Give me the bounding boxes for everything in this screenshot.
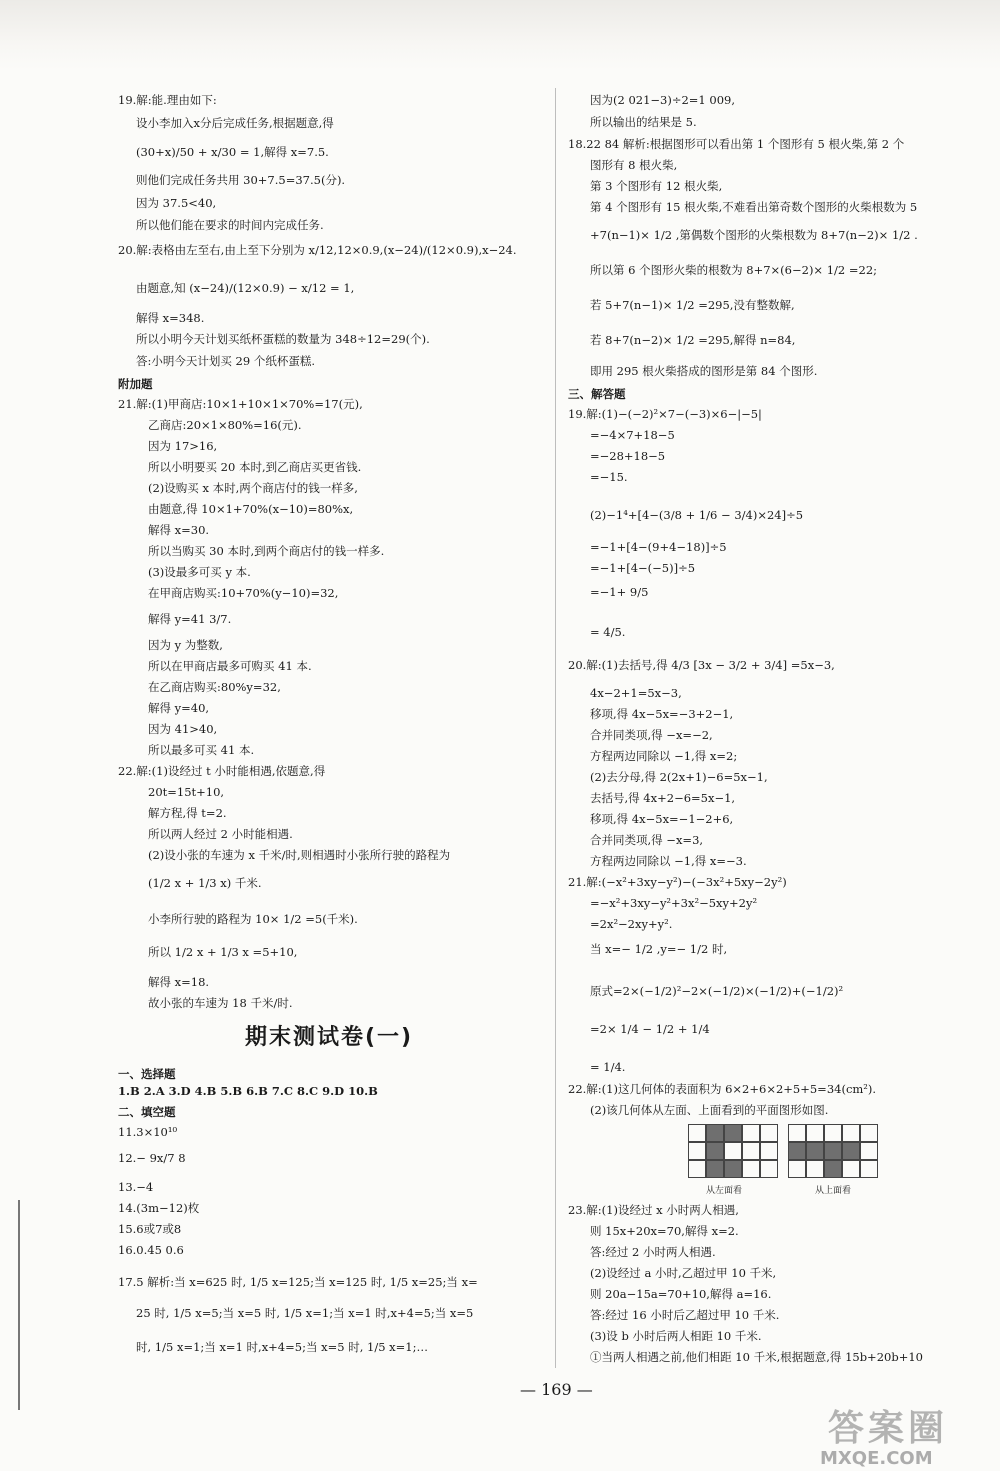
text-line: 因为 37.5<40, (136, 196, 217, 210)
text-line: =−x²+3xy−y²+3x²−5xy+2y² (590, 896, 758, 910)
text-line: 若 5+7(n−1)× 1/2 =295,没有整数解, (590, 298, 795, 312)
exam-title: 期末测试卷(一) (245, 1025, 414, 1050)
text-line: = 4/5. (590, 625, 626, 639)
text-line: 即用 295 根火柴搭成的图形是第 84 个图形. (590, 364, 818, 378)
text-line: 解得 y=40, (148, 701, 210, 715)
text-line: 去括号,得 4x+2−6=5x−1, (590, 791, 736, 805)
text-line: 第 4 个图形有 15 根火柴,不难看出第奇数个图形的火柴根数为 5 (590, 200, 918, 214)
text-line: 15.6或7或8 (118, 1222, 182, 1236)
text-line: 所以小明要买 20 本时,到乙商店买更省钱. (148, 460, 362, 474)
page-number: — 169 — (520, 1380, 593, 1399)
grid-cell (724, 1142, 742, 1160)
text-line: 第 3 个图形有 12 根火柴, (590, 179, 723, 193)
grid-cell (742, 1160, 760, 1178)
text-line: 19.解:能.理由如下: (118, 93, 217, 107)
text-line: 所以两人经过 2 小时能相遇. (148, 827, 293, 841)
text-line: 则他们完成任务共用 30+7.5=37.5(分). (136, 173, 346, 187)
grid-cell-filled (806, 1142, 824, 1160)
top-view-grid (788, 1124, 878, 1178)
grid-cell (860, 1124, 878, 1142)
text-line: 当 x=− 1/2 ,y=− 1/2 时, (590, 942, 728, 956)
text-line: 所以他们能在要求的时间内完成任务. (136, 218, 324, 232)
text-line: =2x²−2xy+y². (590, 917, 673, 931)
grid-cell (788, 1124, 806, 1142)
grid-cell-filled (706, 1160, 724, 1178)
text-line: 答:经过 2 小时两人相遇. (590, 1245, 716, 1259)
text-line: 移项,得 4x−5x=−1−2+6, (590, 812, 734, 826)
grid-cell (806, 1160, 824, 1178)
text-line: 23.解:(1)设经过 x 小时两人相遇, (568, 1203, 739, 1217)
column-divider (555, 88, 556, 1368)
text-line: 11.3×10¹⁰ (118, 1125, 178, 1139)
text-line: 解得 y=41 3/7. (148, 612, 232, 626)
scan-edge-mark (18, 1200, 20, 1410)
text-line: 因为 41>40, (148, 722, 218, 736)
text-line: =−4×7+18−5 (590, 428, 675, 442)
text-line: (2)设购买 x 本时,两个商店付的钱一样多, (148, 481, 358, 495)
grid-cell (742, 1142, 760, 1160)
grid-cell (860, 1142, 878, 1160)
grid-cell-filled (724, 1124, 742, 1142)
watermark-url: MXQE.COM (820, 1448, 933, 1469)
grid-cell-filled (842, 1142, 860, 1160)
grid-cell (742, 1124, 760, 1142)
text-line: 21.解:(1)甲商店:10×1+10×1×70%=17(元), (118, 397, 363, 411)
text-line: (30+x)/50 + x/30 = 1,解得 x=7.5. (136, 145, 329, 159)
grid-cell (842, 1160, 860, 1178)
text-line: 合并同类项,得 −x=−2, (590, 728, 713, 742)
text-line: 时, 1/5 x=1;当 x=1 时,x+4=5;当 x=5 时, 1/5 x=1;… (136, 1340, 428, 1354)
text-line: 小李所行驶的路程为 10× 1/2 =5(千米). (148, 912, 358, 926)
watermark-logo: 答案圈 (828, 1408, 949, 1449)
text-line: 20.解:表格由左至右,由上至下分别为 x/12,12×0.9,(x−24)/(12×0.9),x−24. (118, 243, 517, 257)
figure-caption: 从左面看 (706, 1186, 743, 1196)
text-line: 由题意,得 10×1+70%(x−10)=80%x, (148, 502, 354, 516)
text-line: 答:小明今天计划买 29 个纸杯蛋糕. (136, 354, 315, 368)
text-line: 因为(2 021−3)÷2=1 009, (590, 93, 736, 107)
text-line: 20t=15t+10, (148, 785, 225, 799)
text-line: (3)设 b 小时后两人相距 10 千米. (590, 1329, 762, 1343)
text-line: 在乙商店购买:80%y=32, (148, 680, 281, 694)
scan-top-shadow (0, 0, 1000, 70)
section-heading: 三、解答题 (568, 387, 626, 401)
grid-cell-filled (824, 1160, 842, 1178)
grid-cell-filled (706, 1142, 724, 1160)
left-view-grid (688, 1124, 778, 1178)
section-heading: 附加题 (118, 377, 153, 391)
text-line: +7(n−1)× 1/2 ,第偶数个图形的火柴根数为 8+7(n−2)× 1/2 . (590, 228, 918, 242)
text-line: 25 时, 1/5 x=5;当 x=5 时, 1/5 x=1;当 x=1 时,x+4=5;当 x=5 (136, 1306, 474, 1320)
text-line: 22.解:(1)设经过 t 小时能相遇,依题意,得 (118, 764, 326, 778)
grid-cell-filled (824, 1142, 842, 1160)
text-line: 解得 x=18. (148, 975, 210, 989)
text-line: 所以小明今天计划买纸杯蛋糕的数量为 348÷12=29(个). (136, 332, 430, 346)
text-line: 原式=2×(−1/2)²−2×(−1/2)×(−1/2)+(−1/2)² (590, 984, 844, 998)
text-line: 乙商店:20×1×80%=16(元). (148, 418, 302, 432)
grid-cell (824, 1124, 842, 1142)
grid-cell (760, 1124, 778, 1142)
grid-cell (688, 1124, 706, 1142)
text-line: 所以第 6 个图形火柴的根数为 8+7×(6−2)× 1/2 =22; (590, 263, 878, 277)
text-line: =−1+[4−(−5)]÷5 (590, 561, 696, 575)
text-line: (1/2 x + 1/3 x) 千米. (148, 876, 262, 890)
text-line: 解得 x=348. (136, 311, 205, 325)
text-line: = 1/4. (590, 1060, 626, 1074)
text-line: =−28+18−5 (590, 449, 666, 463)
grid-cell (860, 1160, 878, 1178)
text-line: (2)该几何体从左面、上面看到的平面图形如图. (590, 1103, 829, 1117)
text-line: 则 20a−15a=70+10,解得 a=16. (590, 1287, 772, 1301)
text-line: 19.解:(1)−(−2)²×7−(−3)×6−|−5| (568, 407, 762, 421)
text-line: 因为 17>16, (148, 439, 218, 453)
grid-cell-filled (788, 1142, 806, 1160)
text-line: 1.B 2.A 3.D 4.B 5.B 6.B 7.C 8.C 9.D 10.B (118, 1084, 378, 1098)
text-line: 13.−4 (118, 1180, 154, 1194)
text-line: 所以当购买 30 本时,到两个商店付的钱一样多. (148, 544, 385, 558)
text-line: (2)设经过 a 小时,乙超过甲 10 千米, (590, 1266, 777, 1280)
text-line: 21.解:(−x²+3xy−y²)−(−3x²+5xy−2y²) (568, 875, 787, 889)
grid-cell (760, 1142, 778, 1160)
grid-cell (806, 1124, 824, 1142)
text-line: 解得 x=30. (148, 523, 210, 537)
figure-caption: 从上面看 (815, 1186, 852, 1196)
text-line: =−15. (590, 470, 628, 484)
text-line: 在甲商店购买:10+70%(y−10)=32, (148, 586, 339, 600)
text-line: 所以 1/2 x + 1/3 x =5+10, (148, 945, 298, 959)
text-line: 因为 y 为整数, (148, 638, 223, 652)
text-line: 合并同类项,得 −x=3, (590, 833, 704, 847)
text-line: 移项,得 4x−5x=−3+2−1, (590, 707, 734, 721)
grid-cell-filled (706, 1124, 724, 1142)
text-line: (2)−1⁴+[4−(3/8 + 1/6 − 3/4)×24]÷5 (590, 508, 804, 522)
grid-cell (688, 1142, 706, 1160)
text-line: 图形有 8 根火柴, (590, 158, 678, 172)
text-line: 设小李加入x分后完成任务,根据题意,得 (136, 116, 334, 130)
text-line: =−1+[4−(9+4−18)]÷5 (590, 540, 727, 554)
text-line: (2)设小张的车速为 x 千米/时,则相遇时小张所行驶的路程为 (148, 848, 451, 862)
text-line: 16.0.45 0.6 (118, 1243, 184, 1257)
text-line: (2)去分母,得 2(2x+1)−6=5x−1, (590, 770, 768, 784)
text-line: 14.(3m−12)枚 (118, 1201, 200, 1215)
text-line: =2× 1/4 − 1/2 + 1/4 (590, 1022, 710, 1036)
text-line: 4x−2+1=5x−3, (590, 686, 682, 700)
text-line: 由题意,知 (x−24)/(12×0.9) − x/12 = 1, (136, 281, 355, 295)
text-line: 解方程,得 t=2. (148, 806, 227, 820)
grid-cell-filled (724, 1160, 742, 1178)
text-line: 方程两边同除以 −1,得 x=2; (590, 749, 738, 763)
grid-cell (688, 1160, 706, 1178)
text-line: 18.22 84 解析:根据图形可以看出第 1 个图形有 5 根火柴,第 2 个 (568, 137, 905, 151)
text-line: 若 8+7(n−2)× 1/2 =295,解得 n=84, (590, 333, 796, 347)
text-line: 17.5 解析:当 x=625 时, 1/5 x=125;当 x=125 时, 1/5 x=25;当 x= (118, 1275, 478, 1289)
text-line: =−1+ 9/5 (590, 585, 649, 599)
text-line: 22.解:(1)这几何体的表面积为 6×2+6×2+5+5=34(cm²). (568, 1082, 877, 1096)
section-heading: 二、填空题 (118, 1105, 176, 1119)
grid-cell (788, 1160, 806, 1178)
text-line: 12.− 9x/7 8 (118, 1151, 186, 1165)
text-line: 故小张的车速为 18 千米/时. (148, 996, 293, 1010)
text-line: (3)设最多可买 y 本. (148, 565, 251, 579)
text-line: 所以输出的结果是 5. (590, 115, 697, 129)
text-line: 答:经过 16 小时后乙超过甲 10 千米. (590, 1308, 780, 1322)
text-line: 所以最多可买 41 本. (148, 743, 255, 757)
text-line: 方程两边同除以 −1,得 x=−3. (590, 854, 747, 868)
text-line: 则 15x+20x=70,解得 x=2. (590, 1224, 739, 1238)
text-line: 20.解:(1)去括号,得 4/3 [3x − 3/2 + 3/4] =5x−3, (568, 658, 835, 672)
section-heading: 一、选择题 (118, 1067, 176, 1081)
text-line: 所以在甲商店最多可购买 41 本. (148, 659, 312, 673)
grid-cell (842, 1124, 860, 1142)
grid-cell (760, 1160, 778, 1178)
text-line: ①当两人相遇之前,他们相距 10 千米,根据题意,得 15b+20b+10 (590, 1350, 923, 1364)
